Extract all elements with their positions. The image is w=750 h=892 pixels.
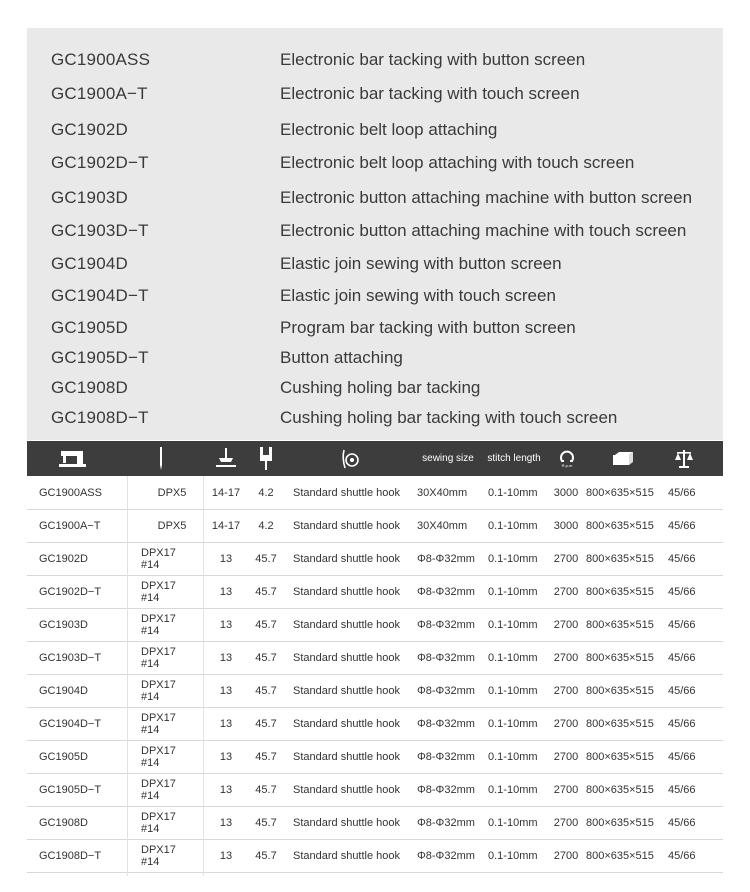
spec-needle [141, 542, 201, 575]
spec-dimensions: 800×635×515 [586, 552, 654, 565]
spec-lift: 45.7 [255, 750, 277, 763]
spec-stitch-length: 0.1-10mm [488, 552, 538, 565]
hook-icon [337, 441, 363, 476]
model-description: Button attaching [280, 348, 403, 367]
model-code: GC1900ASS [51, 50, 151, 69]
model-code: GC1900A−T [51, 84, 148, 103]
model-code: GC1904D [51, 254, 128, 273]
spec-model: GC1905D [39, 750, 88, 763]
spec-speed: 3000 [553, 486, 579, 499]
spec-sewing-size: Φ8-Φ32mm [417, 618, 475, 631]
spec-needle [141, 608, 201, 641]
model-row [27, 84, 723, 108]
model-description: Electronic button attaching machine with touch screen [280, 221, 687, 240]
dimension-box-icon [607, 441, 639, 476]
spec-lift: 45.7 [255, 816, 277, 829]
weight-scale-icon [670, 441, 698, 476]
spec-thickness: 14-17 [211, 486, 241, 499]
spec-sewing-size: 30X40mm [417, 519, 468, 532]
spec-lift: 45.7 [255, 849, 277, 862]
spec-speed: 2700 [553, 585, 579, 598]
spec-sewing-size: Φ8-Φ32mm [417, 552, 475, 565]
model-row [27, 348, 723, 372]
spec-needle-line: #14 [141, 822, 160, 835]
model-description: Electronic belt loop attaching with touch screen [280, 153, 635, 172]
spec-thickness: 13 [219, 750, 233, 763]
model-code: GC1903D−T [51, 221, 149, 240]
spec-needle-line: #14 [141, 558, 160, 571]
spec-hook: Standard shuttle hook [293, 552, 401, 565]
spec-weight: 45/66 [668, 486, 696, 499]
table-row [27, 509, 723, 543]
spec-speed: 3000 [553, 519, 579, 532]
spec-needle-line: #14 [141, 723, 160, 736]
model-description: Elastic join sewing with touch screen [280, 286, 556, 305]
spec-needle [141, 707, 201, 740]
spec-needle-line: #14 [141, 690, 160, 703]
spec-model: GC1904D−T [39, 717, 102, 730]
stitch-length-header: stitch length [487, 453, 541, 464]
model-code: GC1908D [51, 378, 128, 397]
spec-needle-line: #14 [141, 855, 160, 868]
spec-thickness: 13 [219, 585, 233, 598]
spec-thickness: 14-17 [211, 519, 241, 532]
spec-needle-line: DPX17 [141, 612, 176, 625]
spec-dimensions: 800×635×515 [586, 816, 654, 829]
spec-needle-line: DPX17 [141, 810, 176, 823]
table-row [27, 542, 723, 576]
spec-weight: 45/66 [668, 552, 696, 565]
spec-sewing-size: Φ8-Φ32mm [417, 816, 475, 829]
spec-thickness: 13 [219, 552, 233, 565]
column-divider [203, 476, 204, 876]
spec-hook: Standard shuttle hook [293, 486, 401, 499]
foot-lift-icon [255, 441, 277, 476]
model-description: Electronic bar tacking with touch screen [280, 84, 580, 103]
table-row [27, 575, 723, 609]
spec-thickness: 13 [219, 816, 233, 829]
spec-table-header [27, 441, 723, 476]
spec-lift: 4.2 [258, 486, 274, 499]
model-description: Electronic bar tacking with button screen [280, 50, 586, 69]
model-row [27, 221, 723, 245]
spec-needle [142, 476, 202, 509]
spec-hook: Standard shuttle hook [293, 816, 401, 829]
model-row [27, 408, 723, 432]
spec-sewing-size: Φ8-Φ32mm [417, 783, 475, 796]
spec-stitch-length: 0.1-10mm [488, 750, 538, 763]
presser-foot-icon [213, 441, 239, 476]
model-row [27, 254, 723, 278]
spec-weight: 45/66 [668, 585, 696, 598]
spec-weight: 45/66 [668, 750, 696, 763]
table-row [27, 641, 723, 675]
spec-weight: 45/66 [668, 684, 696, 697]
spec-stitch-length: 0.1-10mm [488, 816, 538, 829]
spec-stitch-length: 0.1-10mm [488, 651, 538, 664]
spec-weight: 45/66 [668, 816, 696, 829]
spec-sewing-size: 30X40mm [417, 486, 468, 499]
spec-sewing-size: Φ8-Φ32mm [417, 750, 475, 763]
spec-model: GC1908D [39, 816, 88, 829]
spec-model: GC1900A−T [39, 519, 101, 532]
spec-needle [141, 674, 201, 707]
spec-hook: Standard shuttle hook [293, 519, 401, 532]
spec-needle-line: DPX5 [157, 486, 187, 499]
spec-dimensions: 800×635×515 [586, 750, 654, 763]
model-row [27, 120, 723, 144]
spec-model: GC1900ASS [39, 486, 102, 499]
spec-stitch-length: 0.1-10mm [488, 849, 538, 862]
spec-needle-line: #14 [141, 789, 160, 802]
spec-needle [141, 575, 201, 608]
spec-needle-line: DPX17 [141, 645, 176, 658]
model-row [27, 50, 723, 74]
table-row [27, 806, 723, 840]
model-code: GC1908D−T [51, 408, 149, 427]
spec-needle [142, 509, 202, 542]
spec-stitch-length: 0.1-10mm [488, 618, 538, 631]
spec-thickness: 13 [219, 684, 233, 697]
sewing-machine-icon [55, 441, 91, 476]
spec-dimensions: 800×635×515 [586, 519, 654, 532]
spec-thickness: 13 [219, 783, 233, 796]
table-row [27, 773, 723, 807]
spec-needle [141, 740, 201, 773]
spec-speed: 2700 [553, 552, 579, 565]
spec-hook: Standard shuttle hook [293, 618, 401, 631]
model-description: Cushing holing bar tacking with touch screen [280, 408, 618, 427]
column-divider [127, 476, 128, 876]
spec-dimensions: 800×635×515 [586, 486, 654, 499]
model-row [27, 286, 723, 310]
spec-speed: 2700 [553, 684, 579, 697]
model-code: GC1904D−T [51, 286, 149, 305]
spec-speed: 2700 [553, 750, 579, 763]
spec-speed: 2700 [553, 783, 579, 796]
spec-sewing-size: Φ8-Φ32mm [417, 585, 475, 598]
spec-needle-line: DPX17 [141, 579, 176, 592]
model-row [27, 153, 723, 177]
spec-dimensions: 800×635×515 [586, 651, 654, 664]
spec-needle-line: #14 [141, 591, 160, 604]
sewing-size-header: sewing size [422, 453, 474, 464]
spec-stitch-length: 0.1-10mm [488, 684, 538, 697]
spec-speed: 2700 [553, 651, 579, 664]
spec-lift: 45.7 [255, 684, 277, 697]
spec-model: GC1905D−T [39, 783, 102, 796]
spec-weight: 45/66 [668, 783, 696, 796]
spec-weight: 45/66 [668, 651, 696, 664]
spec-lift: 45.7 [255, 552, 277, 565]
spec-weight: 45/66 [668, 849, 696, 862]
spec-model: GC1908D−T [39, 849, 102, 862]
spec-needle-line: DPX17 [141, 744, 176, 757]
spec-model: GC1902D−T [39, 585, 102, 598]
spec-needle-line: DPX17 [141, 843, 176, 856]
spec-lift: 45.7 [255, 585, 277, 598]
spec-lift: 45.7 [255, 717, 277, 730]
spec-hook: Standard shuttle hook [293, 585, 401, 598]
spec-thickness: 13 [219, 849, 233, 862]
spec-lift: 4.2 [258, 519, 274, 532]
spec-thickness: 13 [219, 618, 233, 631]
spec-needle [141, 806, 201, 839]
spec-sewing-size: Φ8-Φ32mm [417, 849, 475, 862]
spec-needle-line: #14 [141, 657, 160, 670]
spec-weight: 45/66 [668, 519, 696, 532]
spec-weight: 45/66 [668, 618, 696, 631]
spec-model: GC1903D−T [39, 651, 102, 664]
spec-hook: Standard shuttle hook [293, 684, 401, 697]
spec-dimensions: 800×635×515 [586, 684, 654, 697]
spec-speed: 2700 [553, 618, 579, 631]
model-row [27, 378, 723, 402]
spec-needle-line: DPX5 [157, 519, 187, 532]
spec-needle-line: DPX17 [141, 777, 176, 790]
table-row [27, 476, 723, 510]
spec-needle [141, 641, 201, 674]
spec-stitch-length: 0.1-10mm [488, 585, 538, 598]
model-description: Program bar tacking with button screen [280, 318, 576, 337]
model-row [27, 188, 723, 212]
spec-needle-line: #14 [141, 756, 160, 769]
spec-sewing-size: Φ8-Φ32mm [417, 684, 475, 697]
table-row [27, 674, 723, 708]
models-panel [27, 28, 723, 440]
spec-dimensions: 800×635×515 [586, 585, 654, 598]
model-row [27, 318, 723, 342]
spec-sewing-size: Φ8-Φ32mm [417, 651, 475, 664]
spec-needle-line: DPX17 [141, 711, 176, 724]
spec-speed: 2700 [553, 717, 579, 730]
spec-needle [141, 839, 201, 872]
spec-speed: 2700 [553, 849, 579, 862]
spec-stitch-length: 0.1-10mm [488, 519, 538, 532]
spec-hook: Standard shuttle hook [293, 849, 401, 862]
model-code: GC1903D [51, 188, 128, 207]
model-description: Electronic belt loop attaching [280, 120, 498, 139]
spec-dimensions: 800×635×515 [586, 717, 654, 730]
spec-dimensions: 800×635×515 [586, 783, 654, 796]
needle-icon [149, 441, 173, 476]
model-code: GC1902D−T [51, 153, 149, 172]
speed-unit-label: R.p.m [561, 463, 573, 468]
spec-hook: Standard shuttle hook [293, 651, 401, 664]
spec-needle [141, 773, 201, 806]
spec-lift: 45.7 [255, 651, 277, 664]
model-description: Elastic join sewing with button screen [280, 254, 562, 273]
spec-needle-line: #14 [141, 624, 160, 637]
spec-thickness: 13 [219, 651, 233, 664]
spec-needle-line: DPX17 [141, 678, 176, 691]
spec-model: GC1902D [39, 552, 88, 565]
spec-sewing-size: Φ8-Φ32mm [417, 717, 475, 730]
spec-thickness: 13 [219, 717, 233, 730]
spec-model: GC1903D [39, 618, 88, 631]
model-code: GC1905D−T [51, 348, 149, 367]
spec-weight: 45/66 [668, 717, 696, 730]
spec-speed: 2700 [553, 816, 579, 829]
spec-dimensions: 800×635×515 [586, 849, 654, 862]
spec-hook: Standard shuttle hook [293, 717, 401, 730]
table-row [27, 707, 723, 741]
spec-stitch-length: 0.1-10mm [488, 783, 538, 796]
spec-hook: Standard shuttle hook [293, 750, 401, 763]
spec-needle-line: DPX17 [141, 546, 176, 559]
spec-lift: 45.7 [255, 618, 277, 631]
spec-model: GC1904D [39, 684, 88, 697]
table-row [27, 608, 723, 642]
model-description: Cushing holing bar tacking [280, 378, 481, 397]
model-code: GC1905D [51, 318, 128, 337]
spec-hook: Standard shuttle hook [293, 783, 401, 796]
model-code: GC1902D [51, 120, 128, 139]
table-row [27, 839, 723, 873]
spec-stitch-length: 0.1-10mm [488, 717, 538, 730]
speed-icon [551, 441, 583, 476]
spec-dimensions: 800×635×515 [586, 618, 654, 631]
model-description: Electronic button attaching machine with button screen [280, 188, 693, 207]
spec-lift: 45.7 [255, 783, 277, 796]
table-row [27, 740, 723, 774]
spec-stitch-length: 0.1-10mm [488, 486, 538, 499]
